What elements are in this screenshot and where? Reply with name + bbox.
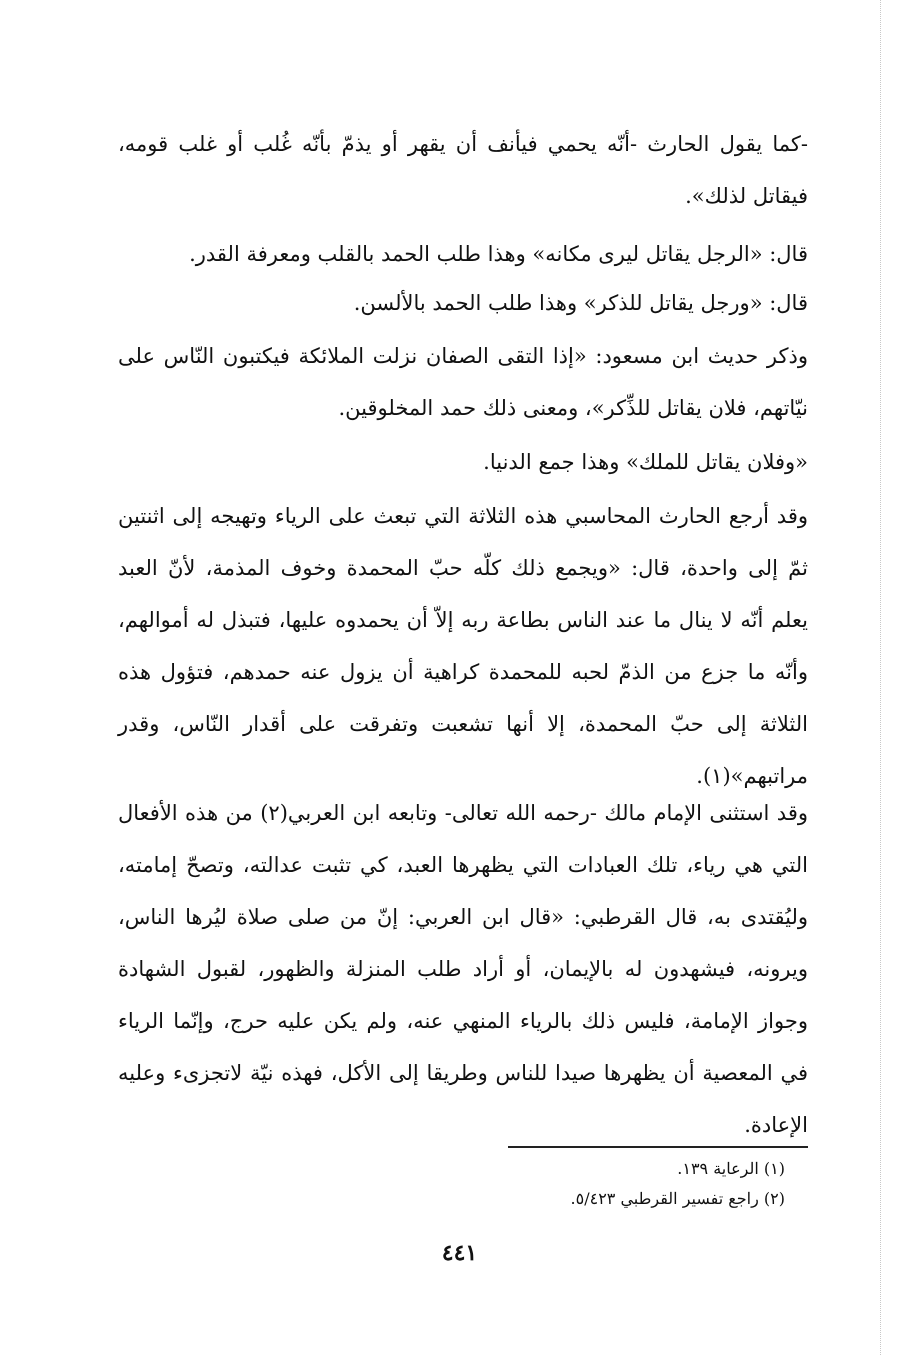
paragraph-text: وقد استثنى الإمام مالك -رحمه الله تعالى- وتابعه ابن العربي(٢) من هذه الأفعال التي هي رياء، تلك العبادات التي يظهرها العبد، كي تثبت عدالته، وتصحّ إمامته، وليُقتدى به، قال القرطبي: «قال ابن العربي: إنّ من صلى صلاة ليُرها الناس، ويرونه، فيشهدون له بالإيمان، أو أراد طلب المنزلة والظهور، لقبول الشهادة وجواز الإمامة، فليس ذلك بالرياء المنهي عنه، ولم يكن عليه حرج، وإنّما الرياء في المعصية أن يظهرها صيدا للناس وطريقا إلى الأكل، فهذه نيّة لاتجزىء وعليه الإعادة. <box>118 801 808 1137</box>
footnote-1: (١) الرعاية ١٣٩. <box>677 1159 785 1178</box>
body-paragraph-2 <box>118 228 808 280</box>
body-paragraph-1 <box>118 118 808 222</box>
footnote-divider <box>508 1146 808 1148</box>
scan-edge-line <box>880 0 881 1355</box>
body-paragraph-3 <box>118 277 808 329</box>
body-paragraph-6 <box>118 490 808 802</box>
body-paragraph-4 <box>118 330 808 434</box>
paragraph-text: وقد أرجع الحارث المحاسبي هذه الثلاثة التي تبعث على الرياء وتهيجه إلى اثنتين ثمّ إلى واحدة، قال: «ويجمع ذلك كلّه حبّ المحمدة وخوف المذمة، لأنّ العبد يعلم أنّه لا ينال ما عند الناس بطاعة ربه إلاّ أن يحمدوه عليها، فتبذل له أموالهم، وأنّه ما جزع من الذمّ لحبه للمحمدة كراهية أن يزول عنه حمدهم، فتؤول هذه الثلاثة إلى حبّ المحمدة، إلا أنها تشعبت وتفرقت على أقدار النّاس، وقدر مراتبهم»(١). <box>118 504 808 788</box>
paragraph-text: قال: «ورجل يقاتل للذكر» وهذا طلب الحمد بالألسن. <box>353 291 808 315</box>
footnotes <box>480 1154 785 1214</box>
footnote-2: (٢) راجع تفسير القرطبي ٥/٤٢٣. <box>570 1189 785 1208</box>
body-paragraph-7 <box>118 787 808 1151</box>
page-number: ٤٤١ <box>441 1240 478 1266</box>
paragraph-text: «وفلان يقاتل للملك» وهذا جمع الدنيا. <box>483 450 808 474</box>
body-paragraph-5 <box>118 436 808 488</box>
paragraph-text: -كما يقول الحارث -أنّه يحمي فيأنف أن يقهر أو يذمّ بأنّه غُلب أو غلب قومه، فيقاتل لذلك». <box>118 132 808 208</box>
paragraph-text: قال: «الرجل يقاتل ليرى مكانه» وهذا طلب الحمد بالقلب ومعرفة القدر. <box>189 242 808 266</box>
paragraph-text: وذكر حديث ابن مسعود: «إذا التقى الصفان نزلت الملائكة فيكتبون النّاس على نيّاتهم، فلان يقاتل للذِّكر»، ومعنى ذلك حمد المخلوقين. <box>118 344 808 420</box>
